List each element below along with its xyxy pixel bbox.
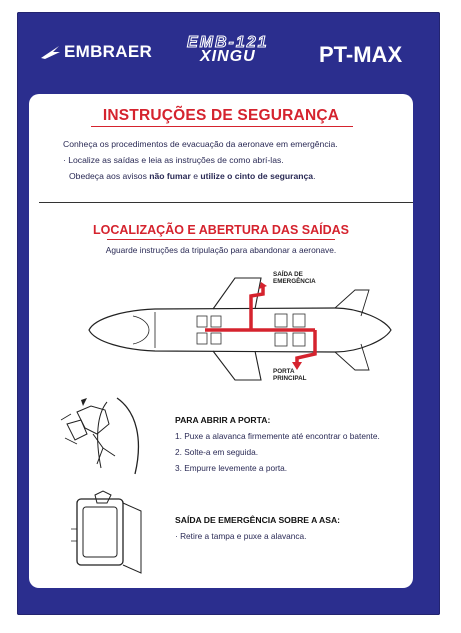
window-exit-illustration xyxy=(67,489,151,581)
main-door-label-line2: PRINCIPAL xyxy=(273,375,307,382)
model-code: EMB-121 xyxy=(187,34,269,51)
intro-line-3 xyxy=(63,168,338,184)
wing-exit-instructions xyxy=(175,512,340,544)
door-heading: PARA ABRIR A PORTA: xyxy=(175,415,271,425)
intro-text: e xyxy=(190,171,201,181)
emergency-exit-label-line1: SAÍDA DE xyxy=(273,271,303,278)
aircraft-diagram xyxy=(85,272,395,384)
safety-title: INSTRUÇÕES DE SEGURANÇA xyxy=(102,107,340,124)
no-smoking-text: não fumar xyxy=(149,171,191,181)
aircraft-registration: PT-MAX xyxy=(319,42,403,67)
model-name: XINGU xyxy=(199,48,256,65)
main-door-label-line1: PORTA xyxy=(273,368,295,375)
intro-text: Obedeça aos avisos xyxy=(69,171,150,181)
embraer-logo-icon xyxy=(39,43,61,61)
intro-text: . xyxy=(313,171,316,181)
door-step-2: 2. Solte-a em seguida. xyxy=(175,447,259,457)
emergency-exit-label xyxy=(273,271,316,285)
emergency-exit-label-line2: EMERGÊNCIA xyxy=(273,278,316,285)
exits-subtitle: Aguarde instruções da tripulação para abandonar a aeronave. xyxy=(105,245,337,255)
embraer-brand xyxy=(39,42,152,62)
aircraft-model xyxy=(187,36,269,64)
exits-title: LOCALIZAÇÃO E ABERTURA DAS SAÍDAS xyxy=(92,223,350,237)
safety-intro xyxy=(63,136,338,184)
card-header xyxy=(17,12,440,92)
wing-exit-step: · Retire a tampa e puxe a alavanca. xyxy=(175,531,307,541)
section-divider xyxy=(39,202,413,203)
door-step-1: 1. Puxe a alavanca firmemente até encontrar o batente. xyxy=(175,431,380,441)
intro-line-2: · Localize as saídas e leia as instruções de como abrí-las. xyxy=(63,155,284,165)
seatbelt-text: utilize o cinto de segurança xyxy=(200,171,314,181)
door-step-3: 3. Empurre levemente a porta. xyxy=(175,463,288,473)
safety-card xyxy=(17,12,440,615)
exits-title-underline xyxy=(107,239,335,240)
door-instructions xyxy=(175,412,380,476)
main-door-label xyxy=(273,368,306,382)
door-illustration xyxy=(57,394,147,480)
intro-line-1: Conheça os procedimentos de evacuação da aeronave em emergência. xyxy=(63,139,338,149)
aircraft-plan-view xyxy=(85,272,395,384)
safety-title-underline xyxy=(91,126,353,127)
brand-name: EMBRAER xyxy=(64,42,153,61)
wing-exit-heading: SAÍDA DE EMERGÊNCIA SOBRE A ASA: xyxy=(175,515,341,525)
instructions-panel xyxy=(29,94,413,588)
